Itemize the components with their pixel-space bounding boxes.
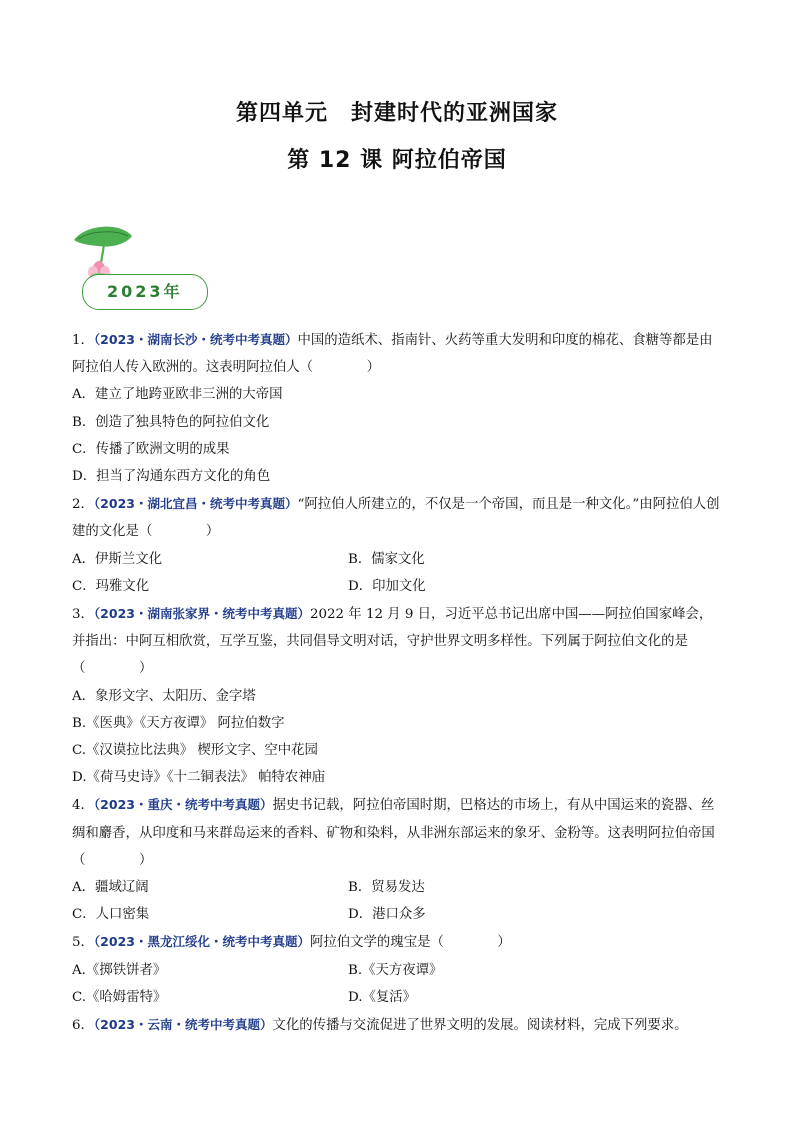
option-a[interactable]: A．建立了地跨亚欧非三洲的大帝国 bbox=[72, 387, 283, 403]
question-source: （2023・云南・统考中考真题） bbox=[93, 1017, 273, 1033]
question-stem: 阿拉伯文学的瑰宝是（ ） bbox=[309, 935, 511, 951]
option-c[interactable]: C．玛雅文化 bbox=[72, 578, 150, 594]
question-2 bbox=[72, 490, 724, 600]
option-c[interactable]: C．传播了欧洲文明的成果 bbox=[72, 441, 230, 457]
option-d[interactable]: D．担当了沟通东西方文化的角色 bbox=[72, 469, 271, 485]
option-d[interactable]: D.《荷马史诗》《十二铜表法》 帕特农神庙 bbox=[72, 770, 326, 786]
question-number: 4． bbox=[72, 798, 94, 814]
question-5 bbox=[72, 928, 724, 1011]
option-d[interactable]: D．港口众多 bbox=[348, 907, 426, 923]
option-b[interactable]: B．创造了独具特色的阿拉伯文化 bbox=[72, 414, 270, 430]
question-1 bbox=[72, 326, 724, 490]
unit-title: 第四单元 封建时代的亚洲国家 bbox=[235, 101, 558, 126]
year-badge-label: 2023年 bbox=[107, 282, 183, 301]
question-number: 2． bbox=[72, 497, 94, 513]
option-d[interactable]: D.《复活》 bbox=[348, 989, 417, 1005]
question-number: 1． bbox=[72, 333, 94, 348]
question-stem: 据史书记载，阿拉伯帝国时期，巴格达的市场上，有从中国运来的瓷器、丝绸和麝香，从印度和马来群岛运来的香料、矿物和染料，从非洲东部运来的象牙、金粉等。这表明阿拉伯帝国（ ） bbox=[72, 798, 715, 868]
question-3 bbox=[72, 600, 724, 791]
question-list bbox=[72, 326, 724, 1039]
question-source: （2023・黑龙江绥化・统考中考真题） bbox=[93, 934, 310, 950]
option-a[interactable]: A．疆域辽阔 bbox=[72, 880, 149, 896]
option-a[interactable]: A．伊斯兰文化 bbox=[72, 551, 163, 567]
lesson-title: 第 12 课 阿拉伯帝国 bbox=[287, 148, 507, 173]
option-c[interactable]: C.《汉谟拉比法典》 楔形文字、空中花园 bbox=[72, 743, 318, 759]
question-source: （2023・湖南张家界・统考中考真题） bbox=[93, 606, 310, 622]
option-b[interactable]: B．儒家文化 bbox=[348, 551, 425, 567]
option-a[interactable]: A.《掷铁饼者》 bbox=[72, 962, 167, 978]
question-stem: 文化的传播与交流促进了世界文明的发展。阅读材料，完成下列要求。 bbox=[272, 1018, 688, 1034]
question-number: 6． bbox=[72, 1018, 94, 1034]
question-6 bbox=[72, 1011, 724, 1039]
option-c[interactable]: C．人口密集 bbox=[72, 907, 150, 923]
question-stem: 2022 年 12 月 9 日，习近平总书记出席中国——阿拉伯国家峰会，并指出：中阿互相欣赏，互学互鉴，共同倡导文明对话，守护世界文明多样性。下列属于阿拉伯文化的是（ ） bbox=[72, 607, 713, 677]
option-b[interactable]: B．贸易发达 bbox=[348, 880, 425, 896]
year-badge bbox=[72, 222, 212, 312]
question-4 bbox=[72, 791, 724, 928]
question-number: 5． bbox=[72, 935, 94, 951]
option-a[interactable]: A．象形文字、太阳历、金字塔 bbox=[72, 688, 256, 704]
question-stem: 中国的造纸术、指南针、火药等重大发明和印度的棉花、食糖等都是由阿拉伯人传入欧洲的。这表明阿拉伯人（ ） bbox=[72, 333, 713, 376]
option-b[interactable]: B.《天方夜谭》 bbox=[348, 962, 443, 978]
question-number: 3． bbox=[72, 607, 94, 623]
question-source: （2023・湖北宜昌・统考中考真题） bbox=[93, 496, 298, 512]
question-source: （2023・重庆・统考中考真题） bbox=[93, 797, 273, 813]
question-stem: “阿拉伯人所建立的，不仅是一个帝国，而且是一种文化。”由阿拉伯人创建的文化是（ ） bbox=[72, 497, 720, 540]
option-d[interactable]: D．印加文化 bbox=[348, 578, 426, 594]
option-b[interactable]: B.《医典》《天方夜谭》 阿拉伯数字 bbox=[72, 715, 285, 731]
option-c[interactable]: C.《哈姆雷特》 bbox=[72, 989, 167, 1005]
question-source: （2023・湖南长沙・统考中考真题） bbox=[93, 332, 298, 347]
